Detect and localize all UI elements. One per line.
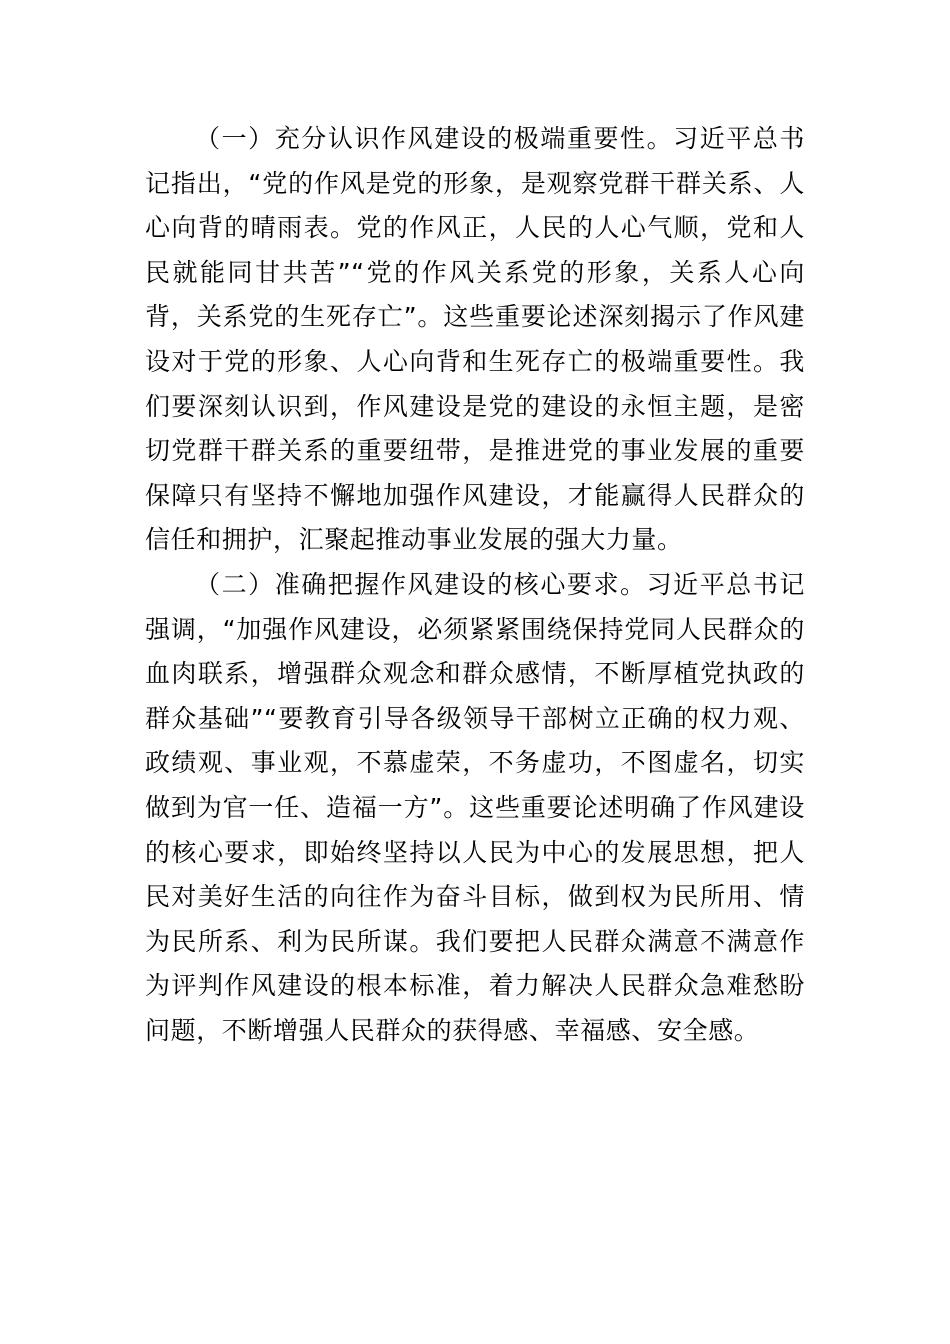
- paragraph-section-1: （一）充分认识作风建设的极端重要性。习近平总书记指出，“党的作风是党的形象，是观察党群干群关系、人心向背的晴雨表。党的作风正，人民的人心气顺，党和人民就能同甘共苦”“党的作风关系党的形象，关系人心向背，关系党的生死存亡”。这些重要论述深刻揭示了作风建设对于党的形象、人心向背和生死存亡的极端重要性。我们要深刻认识到，作风建设是党的建设的永恒主题，是密切党群干群关系的重要纽带，是推进党的事业发展的重要保障只有坚持不懈地加强作风建设，才能赢得人民群众的信任和拥护，汇聚起推动事业发展的强大力量。: [145, 124, 805, 555]
- paragraph-section-2: （二）准确把握作风建设的核心要求。习近平总书记强调，“加强作风建设，必须紧紧围绕保持党同人民群众的血肉联系，增强群众观念和群众感情，不断厚植党执政的群众基础”“要教育引导各级领导干部树立正确的权力观、政绩观、事业观，不慕虚荣，不务虚功，不图虚名，切实做到为官一任、造福一方”。这些重要论述明确了作风建设的核心要求，即始终坚持以人民为中心的发展思想，把人民对美好生活的向往作为奋斗目标，做到权为民所用、情为民所系、利为民所谋。我们要把人民群众满意不满意作为评判作风建设的根本标准，着力解决人民群众急难愁盼问题，不断增强人民群众的获得感、幸福感、安全感。: [145, 569, 805, 1045]
- document-body: [145, 117, 805, 1053]
